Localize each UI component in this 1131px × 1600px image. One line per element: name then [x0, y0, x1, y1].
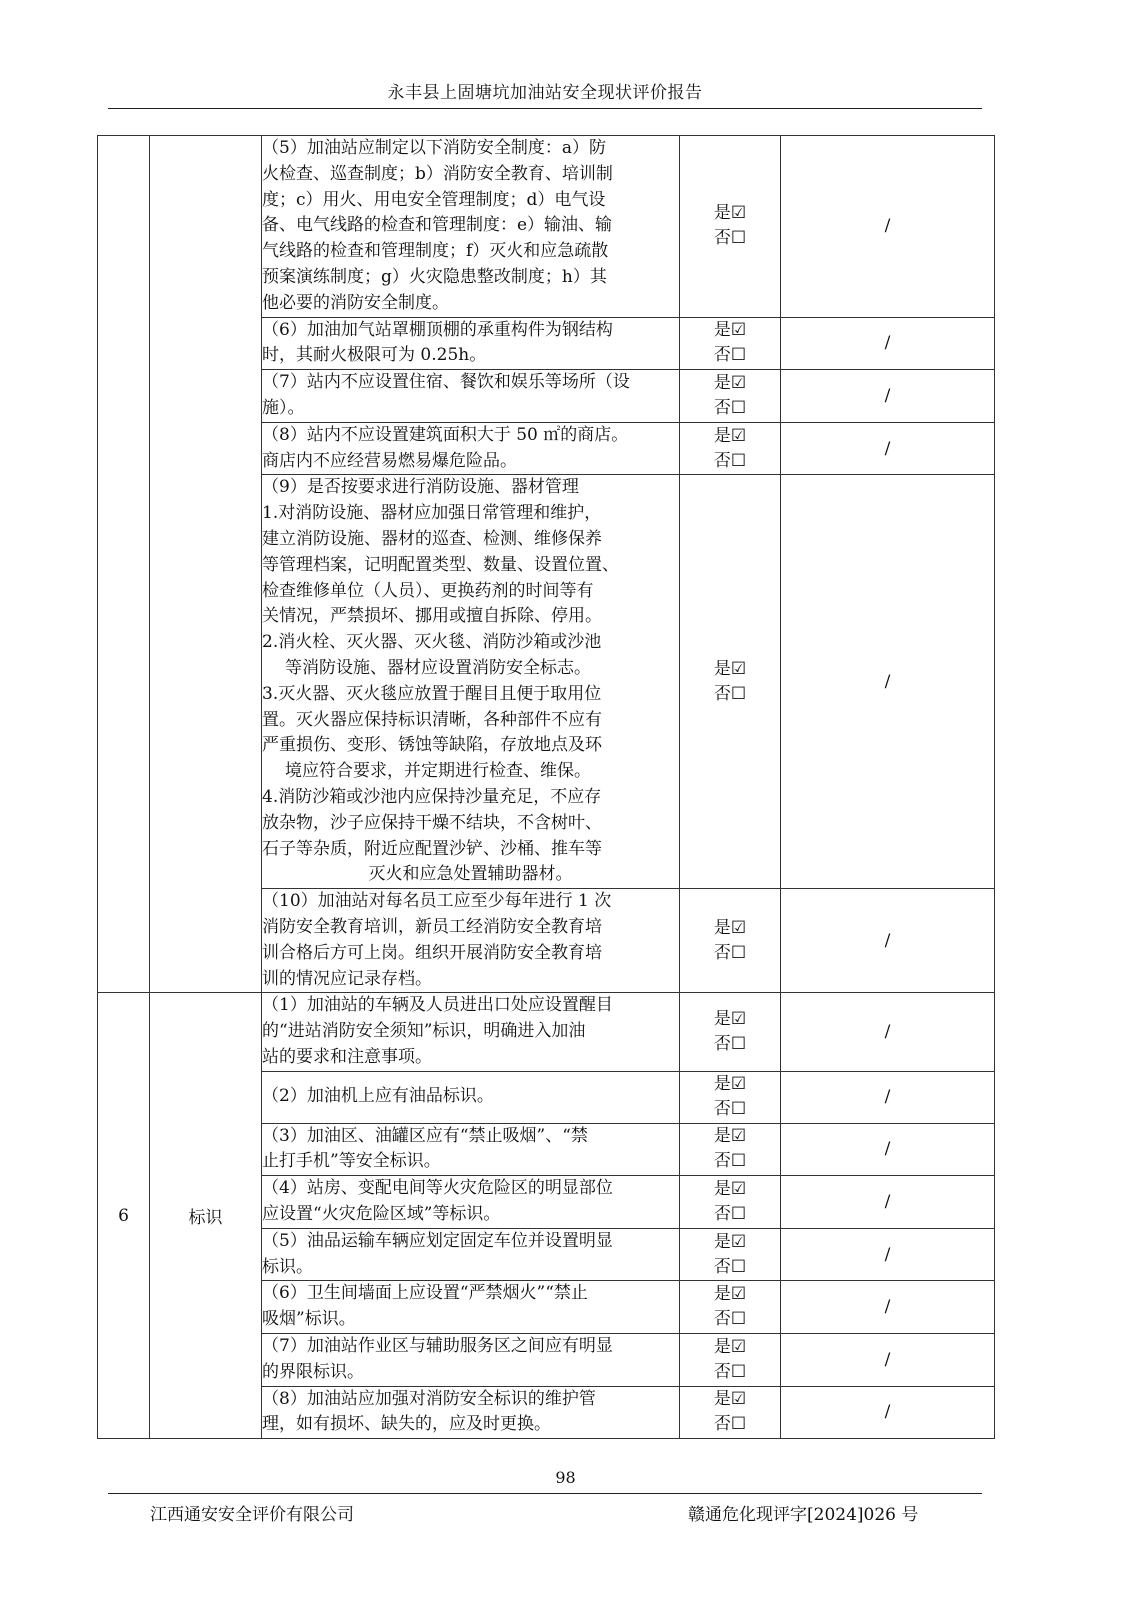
requirement-cell [262, 1123, 680, 1176]
requirement-text-line: （2）加油机上应有油品标识。 [262, 1086, 494, 1107]
yes-checked-box: 是☑ [713, 1284, 747, 1305]
result-cell [680, 1386, 781, 1439]
requirement-text-line: 的“进站消防安全须知”标识，明确进入加油 [262, 1021, 586, 1042]
result-cell [680, 1123, 781, 1176]
result-cell [680, 422, 781, 475]
result-cell [680, 1281, 781, 1334]
page-number: 98 [555, 1468, 576, 1487]
yes-checked-box: 是☑ [713, 1179, 747, 1200]
item-number-cell: 6 [98, 993, 150, 1439]
remark-cell: / [781, 889, 995, 993]
requirement-text-line: （1）加油站的车辆及人员进出口处应设置醒目 [262, 995, 613, 1016]
requirement-text-line: 3.灭火器、灭火毯应放置于醒目且便于取用位 [262, 683, 602, 704]
requirement-cell [262, 136, 680, 318]
remark-cell: / [781, 1071, 995, 1123]
requirement-cell [262, 993, 680, 1071]
result-cell [680, 1334, 781, 1387]
requirement-text-line: 应设置“火灾危险区域”等标识。 [262, 1204, 501, 1225]
requirement-text-line: 置。灭火器应保持标识清晰，各种部件不应有 [262, 709, 602, 730]
requirement-cell [262, 1281, 680, 1334]
requirement-text-line: 站的要求和注意事项。 [262, 1046, 432, 1067]
requirement-text-line: 4.消防沙箱或沙池内应保持沙量充足，不应存 [262, 786, 602, 807]
requirement-text-line: （8）站内不应设置建筑面积大于 50 ㎡的商店。 [262, 424, 629, 445]
remark-cell: / [781, 1176, 995, 1229]
result-cell [680, 1071, 781, 1123]
requirement-text-line: 建立消防设施、器材的巡查、检测、维修保养 [262, 528, 602, 549]
requirement-text-line: 理，如有损坏、缺失的，应及时更换。 [262, 1414, 551, 1435]
no-unchecked-box: 否☐ [713, 1256, 747, 1277]
no-unchecked-box: 否☐ [713, 683, 747, 704]
requirement-text-line: 预案演练制度；g）火灾隐患整改制度；h）其 [262, 266, 607, 287]
requirement-cell [262, 1176, 680, 1229]
yes-checked-box: 是☑ [713, 1231, 747, 1252]
requirement-text-line: 时，其耐火极限可为 0.25h。 [262, 345, 487, 366]
table-row [98, 136, 995, 318]
requirement-text-line: 施）。 [262, 397, 305, 418]
page-header-title: 永丰县上固塘坑加油站安全现状评价报告 [387, 83, 703, 103]
no-unchecked-box: 否☐ [713, 1414, 747, 1435]
requirement-text-line: （4）站房、变配电间等火灾危险区的明显部位 [262, 1178, 613, 1199]
table-row [98, 993, 995, 1071]
requirement-text-line: 境应符合要求，并定期进行检查、维保。 [285, 761, 591, 782]
remark-cell: / [781, 1228, 995, 1281]
requirement-text-line: （7）站内不应设置住宿、餐饮和娱乐等场所（设 [262, 372, 630, 393]
footer-rule [108, 1493, 982, 1494]
result-cell [680, 1176, 781, 1229]
yes-checked-box: 是☑ [713, 1126, 747, 1147]
requirement-text-line: 的界限标识。 [262, 1361, 364, 1382]
requirement-text-line: 火检查、巡查制度；b）消防安全教育、培训制 [262, 163, 613, 184]
result-cell [680, 370, 781, 423]
requirement-text-line: 石子等杂质，附近应配置沙铲、沙桶、推车等 [262, 838, 602, 859]
yes-checked-box: 是☑ [713, 658, 747, 679]
requirement-text-line: 灭火和应急处置辅助器材。 [368, 864, 573, 885]
requirement-cell [262, 1386, 680, 1439]
requirement-text-line: 吸烟”标识。 [262, 1309, 356, 1330]
requirement-text-line: 等消防设施、器材应设置消防安全标志。 [285, 657, 591, 678]
requirement-text-line: 备、电气线路的检查和管理制度：e）输油、输 [262, 215, 613, 236]
requirement-text-line: 他必要的消防安全制度。 [262, 292, 449, 313]
requirement-text-line: 训的情况应记录存档。 [262, 968, 432, 989]
no-unchecked-box: 否☐ [713, 450, 747, 471]
no-unchecked-box: 否☐ [713, 1151, 747, 1172]
requirement-text-line: （8）加油站应加强对消防安全标识的维护管 [262, 1388, 596, 1409]
requirement-text-line: 训合格后方可上岗。组织开展消防安全教育培 [262, 942, 602, 963]
remark-cell: / [781, 1386, 995, 1439]
result-cell [680, 317, 781, 370]
yes-checked-box: 是☑ [713, 320, 747, 341]
item-number-cell [98, 136, 150, 993]
result-cell [680, 475, 781, 889]
requirement-text-line: 消防安全教育培训，新员工经消防安全教育培 [262, 916, 602, 937]
yes-checked-box: 是☑ [713, 203, 747, 224]
remark-cell: / [781, 1334, 995, 1387]
yes-checked-box: 是☑ [713, 1074, 747, 1095]
yes-checked-box: 是☑ [713, 1336, 747, 1357]
inspection-table [97, 135, 995, 1439]
no-unchecked-box: 否☐ [713, 1204, 747, 1225]
requirement-text-line: 严重损伤、变形、锈蚀等缺陷，存放地点及环 [262, 735, 602, 756]
remark-cell: / [781, 1281, 995, 1334]
header-rule [108, 108, 982, 109]
requirement-cell [262, 889, 680, 993]
no-unchecked-box: 否☐ [713, 1033, 747, 1054]
result-cell [680, 993, 781, 1071]
requirement-cell [262, 370, 680, 423]
requirement-text-line: 标识。 [262, 1256, 313, 1277]
requirement-text-line: 1.对消防设施、器材应加强日常管理和维护， [262, 503, 602, 524]
requirement-text-line: （5）加油站应制定以下消防安全制度：a）防 [262, 138, 606, 158]
requirement-cell [262, 475, 680, 889]
remark-cell: / [781, 475, 995, 889]
requirement-cell [262, 1334, 680, 1387]
requirement-text-line: （10）加油站对每名员工应至少每年进行 1 次 [262, 891, 612, 912]
requirement-cell [262, 422, 680, 475]
no-unchecked-box: 否☐ [713, 1361, 747, 1382]
yes-checked-box: 是☑ [713, 372, 747, 393]
no-unchecked-box: 否☐ [713, 397, 747, 418]
no-unchecked-box: 否☐ [713, 345, 747, 366]
yes-checked-box: 是☑ [713, 1008, 747, 1029]
remark-cell: / [781, 422, 995, 475]
requirement-text-line: （9）是否按要求进行消防设施、器材管理 [262, 477, 579, 498]
requirement-text-line: 止打手机”等安全标识。 [262, 1151, 441, 1172]
no-unchecked-box: 否☐ [713, 1309, 747, 1330]
result-cell [680, 136, 781, 318]
yes-checked-box: 是☑ [713, 1389, 747, 1410]
remark-cell: / [781, 993, 995, 1071]
footer-doc-number: 赣通危化现评字[2024]026 号 [688, 1505, 919, 1525]
remark-cell: / [781, 136, 995, 318]
requirement-text-line: 气线路的检查和管理制度；f）灭火和应急疏散 [262, 241, 609, 262]
footer-company: 江西通安安全评价有限公司 [150, 1505, 354, 1525]
inspection-table-body [98, 136, 995, 1439]
no-unchecked-box: 否☐ [713, 942, 747, 963]
requirement-text-line: （5）油品运输车辆应划定固定车位并设置明显 [262, 1230, 613, 1251]
requirement-text-line: 等管理档案，记明配置类型、数量、设置位置、 [262, 554, 619, 575]
yes-checked-box: 是☑ [713, 917, 747, 938]
requirement-text-line: （7）加油站作业区与辅助服务区之间应有明显 [262, 1336, 613, 1357]
requirement-text-line: 2.消火栓、灭火器、灭火毯、消防沙箱或沙池 [262, 632, 602, 653]
requirement-text-line: （3）加油区、油罐区应有“禁止吸烟”、“禁 [262, 1125, 588, 1146]
remark-cell: / [781, 317, 995, 370]
result-cell [680, 889, 781, 993]
requirement-text-line: （6）加油加气站罩棚顶棚的承重构件为钢结构 [262, 319, 613, 340]
requirement-text-line: 检查维修单位（人员）、更换药剂的时间等有 [262, 580, 594, 601]
requirement-cell [262, 317, 680, 370]
remark-cell: / [781, 1123, 995, 1176]
category-cell [150, 136, 262, 993]
no-unchecked-box: 否☐ [713, 1099, 747, 1120]
yes-checked-box: 是☑ [713, 425, 747, 446]
requirement-text-line: （6）卫生间墙面上应设置“严禁烟火”“禁止 [262, 1283, 588, 1304]
requirement-text-line: 放杂物，沙子应保持干燥不结块，不含树叶、 [262, 812, 602, 833]
requirement-text-line: 关情况，严禁损坏、挪用或擅自拆除、停用。 [262, 606, 602, 627]
requirement-text-line: 度；c）用火、用电安全管理制度；d）电气设 [262, 189, 606, 210]
requirement-cell [262, 1228, 680, 1281]
category-cell: 标识 [150, 993, 262, 1439]
requirement-text-line: 商店内不应经营易燃易爆危险品。 [262, 450, 517, 471]
remark-cell: / [781, 370, 995, 423]
result-cell [680, 1228, 781, 1281]
requirement-cell [262, 1071, 680, 1123]
no-unchecked-box: 否☐ [713, 228, 747, 249]
